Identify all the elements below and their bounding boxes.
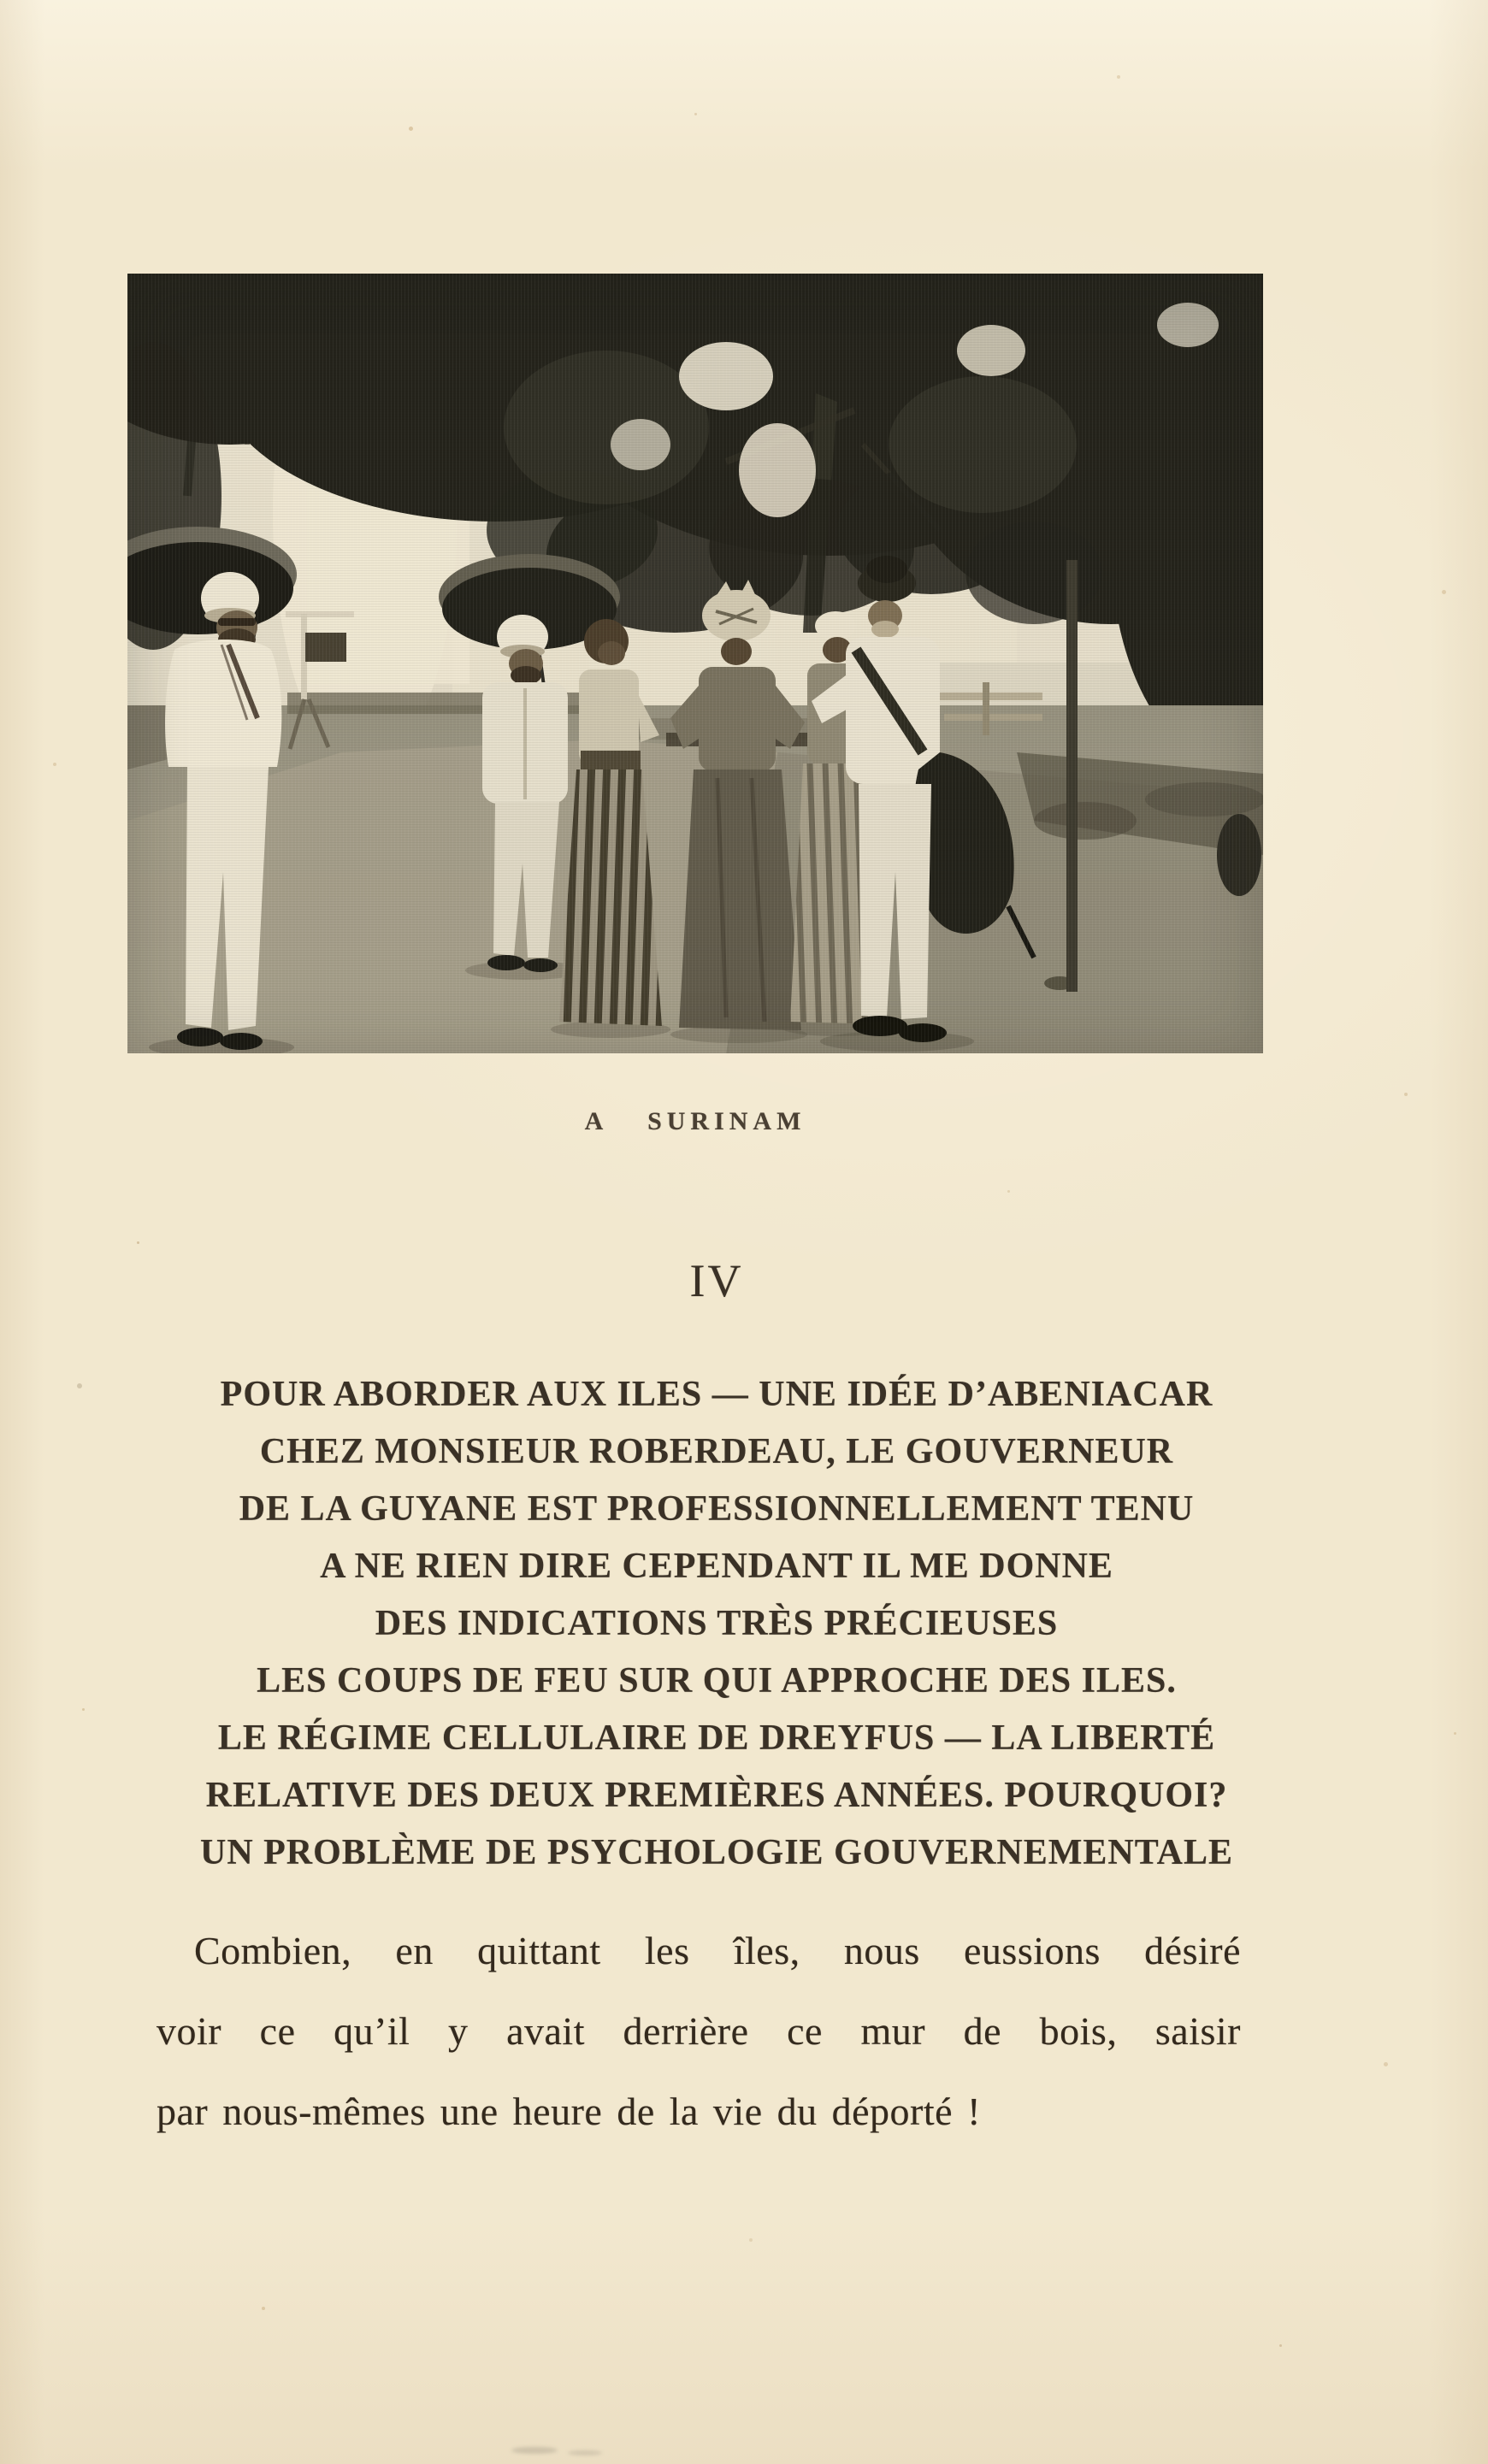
paper-speckle [53, 763, 56, 766]
chapter-summary [72, 1366, 1361, 1882]
summary-line: A NE RIEN DIRE CEPENDANT IL ME DONNE [320, 1547, 1113, 1586]
body-line: par nous-mêmes une heure de la vie du déporté ! [156, 2090, 981, 2133]
paper-speckle [1117, 75, 1120, 79]
summary-line: UN PROBLÈME DE PSYCHOLOGIE GOUVERNEMENTALE [199, 1833, 1233, 1872]
paper-speckle [1404, 1093, 1408, 1096]
paper-speckle [749, 2238, 753, 2242]
chapter-number: IV [689, 1255, 744, 1306]
paper-speckle [1007, 1190, 1010, 1193]
bleed-through-smudge [568, 2450, 602, 2455]
summary-line: DES INDICATIONS TRÈS PRÉCIEUSES [375, 1604, 1059, 1643]
paper-speckle [1442, 590, 1446, 594]
summary-line: RELATIVE DES DEUX PREMIÈRES ANNÉES. POURQUOI? [205, 1776, 1228, 1815]
summary-line: LE RÉGIME CELLULAIRE DE DREYFUS — LA LIBERTÉ [217, 1718, 1216, 1758]
bleed-through-smudge [511, 2447, 558, 2454]
paper-speckle [262, 2307, 265, 2310]
summary-line: CHEZ MONSIEUR ROBERDEAU, LE GOUVERNEUR [259, 1432, 1174, 1471]
paper-speckle [1384, 2062, 1388, 2066]
summary-line: DE LA GUYANE EST PROFESSIONNELLEMENT TENU [239, 1489, 1195, 1529]
photo-caption: A SURINAM [584, 1107, 806, 1135]
paper-speckle [1454, 1732, 1456, 1735]
paper-speckle [137, 1241, 139, 1244]
summary-line: LES COUPS DE FEU SUR QUI APPROCHE DES ILES. [257, 1661, 1177, 1701]
photograph [127, 274, 1263, 1053]
body-line: voir ce qu’il y avait derrière ce mur de bois, saisir [156, 2009, 1241, 2053]
paper-speckle [694, 113, 697, 115]
paper-speckle [1279, 2344, 1282, 2347]
body-paragraph [156, 1911, 1241, 2152]
body-line: Combien, en quittant les îles, nous eussions désiré [194, 1929, 1241, 1972]
photo-illustration [127, 274, 1263, 1053]
paper-speckle [409, 127, 413, 131]
summary-line: POUR ABORDER AUX ILES — UNE IDÉE D’ABENIACAR [220, 1375, 1213, 1414]
